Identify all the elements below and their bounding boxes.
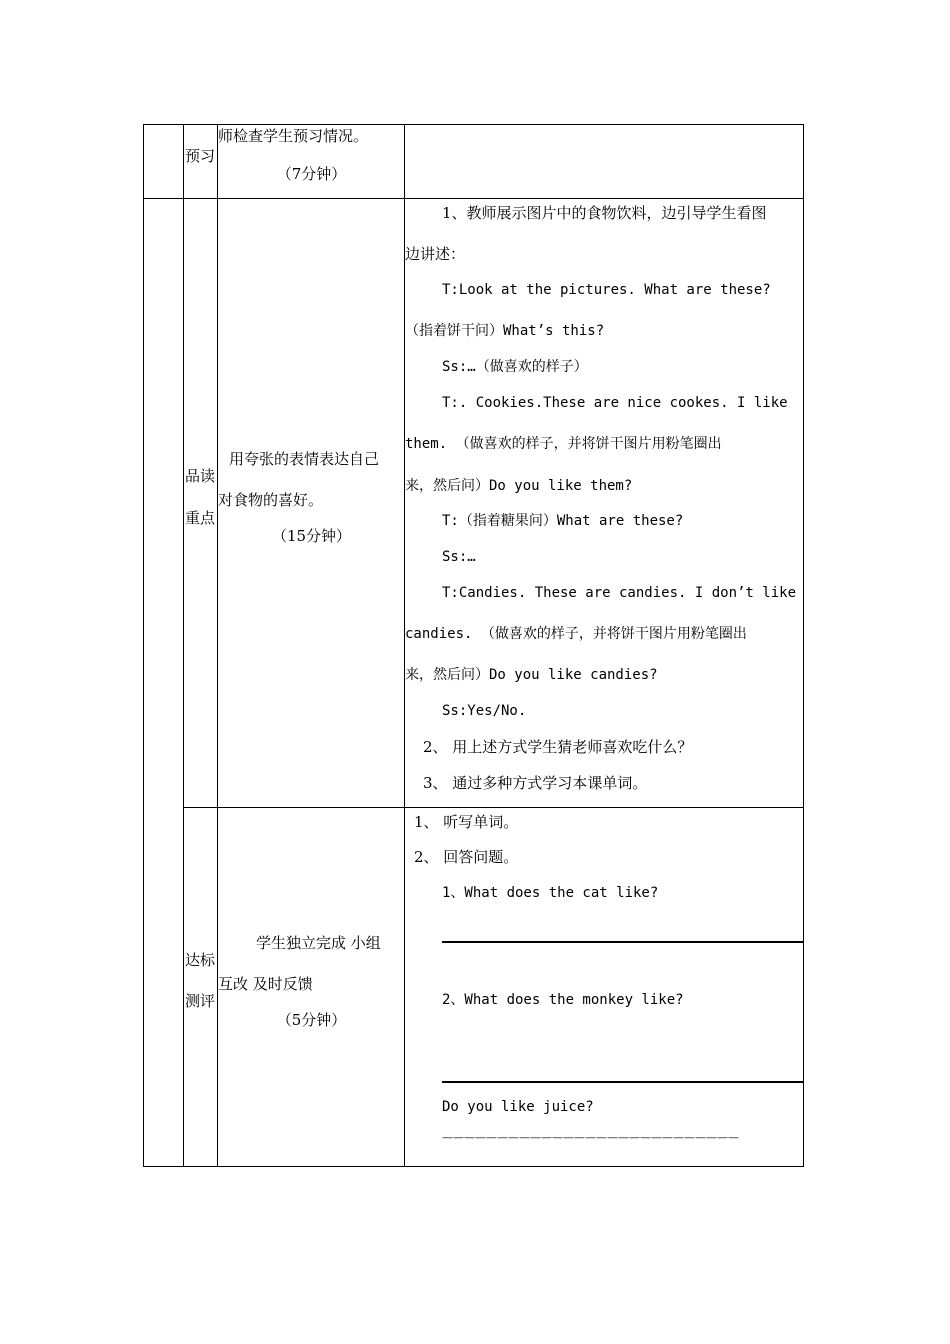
content-line: T:Look at the pictures. What are these? <box>442 282 771 298</box>
stage-label: 达标 <box>185 951 216 969</box>
content-line: （指着饼干问）What’s this? <box>405 323 605 339</box>
method-text: 对食物的喜好。 <box>218 491 324 509</box>
content-line: T:. Cookies.These are nice cookes. I like <box>442 395 788 411</box>
time-label: （5分钟） <box>276 1011 347 1029</box>
answer-dash-line: ——————————————————————————— <box>442 1131 739 1144</box>
answer-line <box>442 1081 804 1083</box>
stage-label: 测评 <box>185 992 216 1010</box>
content-line: 2、 回答问题。 <box>414 848 519 866</box>
stage-label: 预习 <box>185 147 216 165</box>
content-line: candies. （做喜欢的样子，并将饼干图片用粉笔圈出 <box>405 626 747 642</box>
row-divider-1 <box>143 198 804 199</box>
method-text: 用夸张的表情表达自己 <box>229 450 380 468</box>
content-line: 1、 听写单词。 <box>414 813 519 831</box>
method-text: 学生独立完成 小组 <box>256 934 381 952</box>
table-border-bottom <box>143 1166 804 1167</box>
content-line: Ss:…（做喜欢的样子） <box>442 359 588 375</box>
content-line: T:Candies. These are candies. I don’t like <box>442 585 797 601</box>
time-label: （7分钟） <box>276 165 347 183</box>
content-line: 3、 通过多种方式学习本课单词。 <box>423 774 648 792</box>
content-line: T:（指着糖果问）What are these? <box>442 513 684 529</box>
content-line: 来，然后问）Do you like them? <box>405 478 633 494</box>
content-line: Ss:Yes/No. <box>442 703 527 719</box>
question-text: 1、What does the cat like? <box>442 885 659 901</box>
question-text: Do you like juice? <box>442 1099 594 1115</box>
row-divider-2 <box>183 807 804 808</box>
time-label: （15分钟） <box>271 527 352 545</box>
content-line: 来，然后问）Do you like candies? <box>405 667 658 683</box>
content-line: them. （做喜欢的样子，并将饼干图片用粉笔圈出 <box>405 436 722 452</box>
table-border-right <box>803 124 804 1166</box>
answer-line <box>442 941 804 943</box>
table-border-left <box>143 124 144 1166</box>
content-line: 1、教师展示图片中的食物饮料，边引导学生看图 <box>442 204 767 222</box>
content-line: Ss:… <box>442 549 476 565</box>
content-line: 2、 用上述方式学生猜老师喜欢吃什么？ <box>423 738 693 756</box>
method-text: 师检查学生预习情况。 <box>218 127 369 145</box>
question-text: 2、What does the monkey like? <box>442 992 684 1008</box>
method-text: 互改 及时反馈 <box>218 975 313 993</box>
stage-label: 重点 <box>185 509 216 527</box>
table-border-top <box>143 124 804 125</box>
stage-label: 品读 <box>185 467 216 485</box>
content-line: 边讲述： <box>405 245 466 263</box>
column-divider-1 <box>183 124 184 1166</box>
